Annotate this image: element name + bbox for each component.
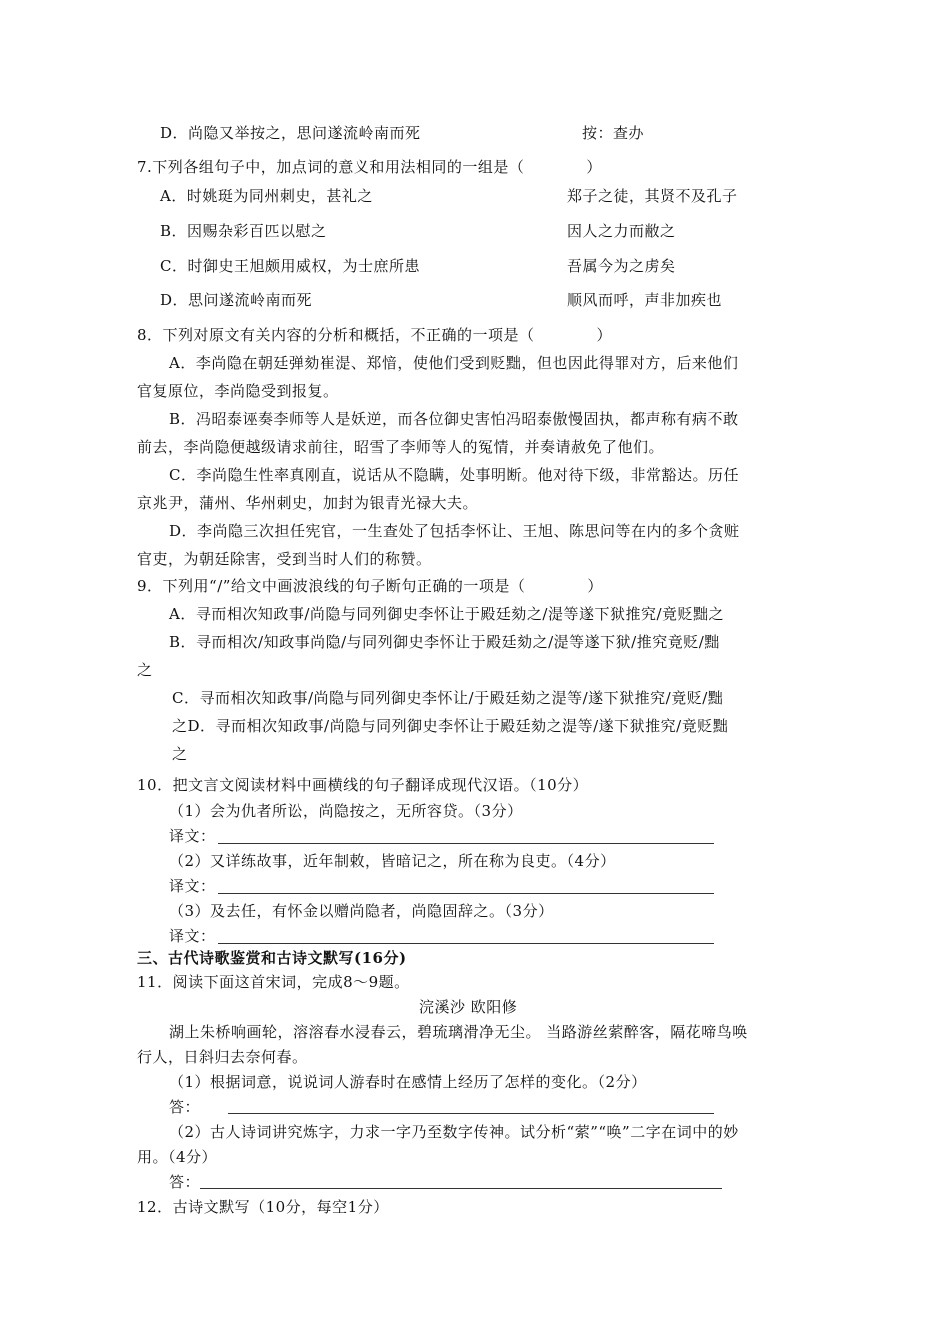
q7-stem: 7.下列各组句子中，加点词的意义和用法相同的一组是（ ）: [137, 158, 602, 176]
q11-answer-label-1: 答：: [169, 1098, 201, 1116]
q9-line: A．寻而相次知政事/尚隐与同列御史李怀让于殿廷劾之/湜等遂下狱推究/竟贬黜之: [169, 605, 724, 623]
q10-answer-label-2: 译文：: [169, 877, 216, 895]
q10-stem: 10．把文言文阅读材料中画横线的句子翻译成现代汉语。（10分）: [137, 776, 589, 794]
q11-answer-label-2: 答：: [169, 1173, 201, 1191]
poem-title: 浣溪沙 欧阳修: [419, 998, 518, 1016]
q7-option-c-right: 吾属今为之虏矣: [567, 257, 676, 275]
q10-answer-line-1[interactable]: [218, 843, 714, 844]
q7-option-a-left: A．时姚珽为同州刺史，甚礼之: [160, 187, 373, 205]
poem-line: 湖上朱桥响画轮，溶溶春水浸春云，碧琉璃滑净无尘。 当路游丝萦醉客，隔花啼鸟唤: [169, 1023, 748, 1041]
q7-option-c-left: C．时御史王旭颇用威权，为士庶所患: [160, 257, 420, 275]
q10-answer-label-1: 译文：: [169, 827, 216, 845]
q10-answer-label-3: 译文：: [169, 927, 216, 945]
q6-option-d: D．尚隐又举按之，思问遂流岭南而死: [160, 124, 421, 142]
q7-option-b-right: 因人之力而敝之: [567, 222, 676, 240]
q9-line: B．寻而相次/知政事尚隐/与同列御史李怀让于殿廷劾之/湜等遂下狱/推究竟贬/黜: [169, 633, 720, 651]
q9-stem: 9．下列用“/”给文中画波浪线的句子断句正确的一项是（ ）: [137, 577, 603, 595]
q7-option-a-right: 郑子之徒，其贤不及孔子: [567, 187, 738, 205]
poem-line: 行人，日斜归去奈何春。: [137, 1048, 308, 1066]
q8-line: 官复原位，李尚隐受到报复。: [137, 382, 339, 400]
q8-stem: 8．下列对原文有关内容的分析和概括，不正确的一项是（ ）: [137, 326, 613, 344]
q8-line: D．李尚隐三次担任宪官，一生查处了包括李怀让、王旭、陈思问等在内的多个贪赃: [169, 522, 740, 540]
q8-line: C．李尚隐生性率真刚直，说话从不隐瞒，处事明断。他对待下级，非常豁达。历任: [169, 466, 739, 484]
q7-option-d-right: 顺风而呼，声非加疾也: [567, 291, 723, 309]
q9-line: 之: [172, 745, 188, 763]
q10-answer-line-2[interactable]: [218, 893, 714, 894]
q10-item-3: （3）及去任，有怀金以赠尚隐者，尚隐固辞之。（3分）: [169, 902, 554, 920]
q7-option-b-left: B．因赐杂彩百匹以慰之: [160, 222, 327, 240]
q6-option-d-note: 按：查办: [582, 124, 645, 142]
q10-answer-line-3[interactable]: [218, 943, 714, 944]
section-3-heading: 三、古代诗歌鉴赏和古诗文默写(16分): [137, 949, 407, 967]
q8-line: A．李尚隐在朝廷弹劾崔湜、郑愔，使他们受到贬黜，但也因此得罪对方，后来他们: [169, 354, 739, 372]
q8-line: 京兆尹，蒲州、华州刺史，加封为银青光禄大夫。: [137, 494, 479, 512]
q11-answer-line-2[interactable]: [200, 1188, 722, 1189]
q11-answer-line-1[interactable]: [228, 1113, 714, 1114]
q10-item-2: （2）又详练故事，近年制敕，皆暗记之，所在称为良吏。（4分）: [169, 852, 616, 870]
q12-stem: 12．古诗文默写（10分，每空1分）: [137, 1198, 389, 1216]
q9-line: 之: [137, 661, 153, 679]
q11-sub-2-cont: 用。（4分）: [137, 1148, 218, 1166]
q7-option-d-left: D．思问遂流岭南而死: [160, 291, 313, 309]
q11-sub-1: （1）根据词意，说说词人游春时在感情上经历了怎样的变化。（2分）: [169, 1073, 647, 1091]
q11-stem: 11．阅读下面这首宋词，完成8～9题。: [137, 973, 410, 991]
q11-sub-2: （2）古人诗词讲究炼字，力求一字乃至数字传神。试分析“萦”“唤”二字在词中的妙: [169, 1123, 739, 1141]
q9-line: 之D．寻而相次知政事/尚隐与同列御史李怀让于殿廷劾之湜等/遂下狱推究/竟贬黜: [172, 717, 729, 735]
q8-line: 官吏，为朝廷除害，受到当时人们的称赞。: [137, 550, 432, 568]
q9-line: C．寻而相次知政事/尚隐与同列御史李怀让/于殿廷劾之湜等/遂下狱推究/竟贬/黜: [172, 689, 724, 707]
q8-line: B．冯昭泰诬奏李师等人是妖逆，而各位御史害怕冯昭泰傲慢固执，都声称有病不敢: [169, 410, 739, 428]
q10-item-1: （1）会为仇者所讼，尚隐按之，无所容贷。（3分）: [169, 802, 523, 820]
q8-line: 前去，李尚隐便越级请求前往，昭雪了李师等人的冤情，并奏请赦免了他们。: [137, 438, 665, 456]
